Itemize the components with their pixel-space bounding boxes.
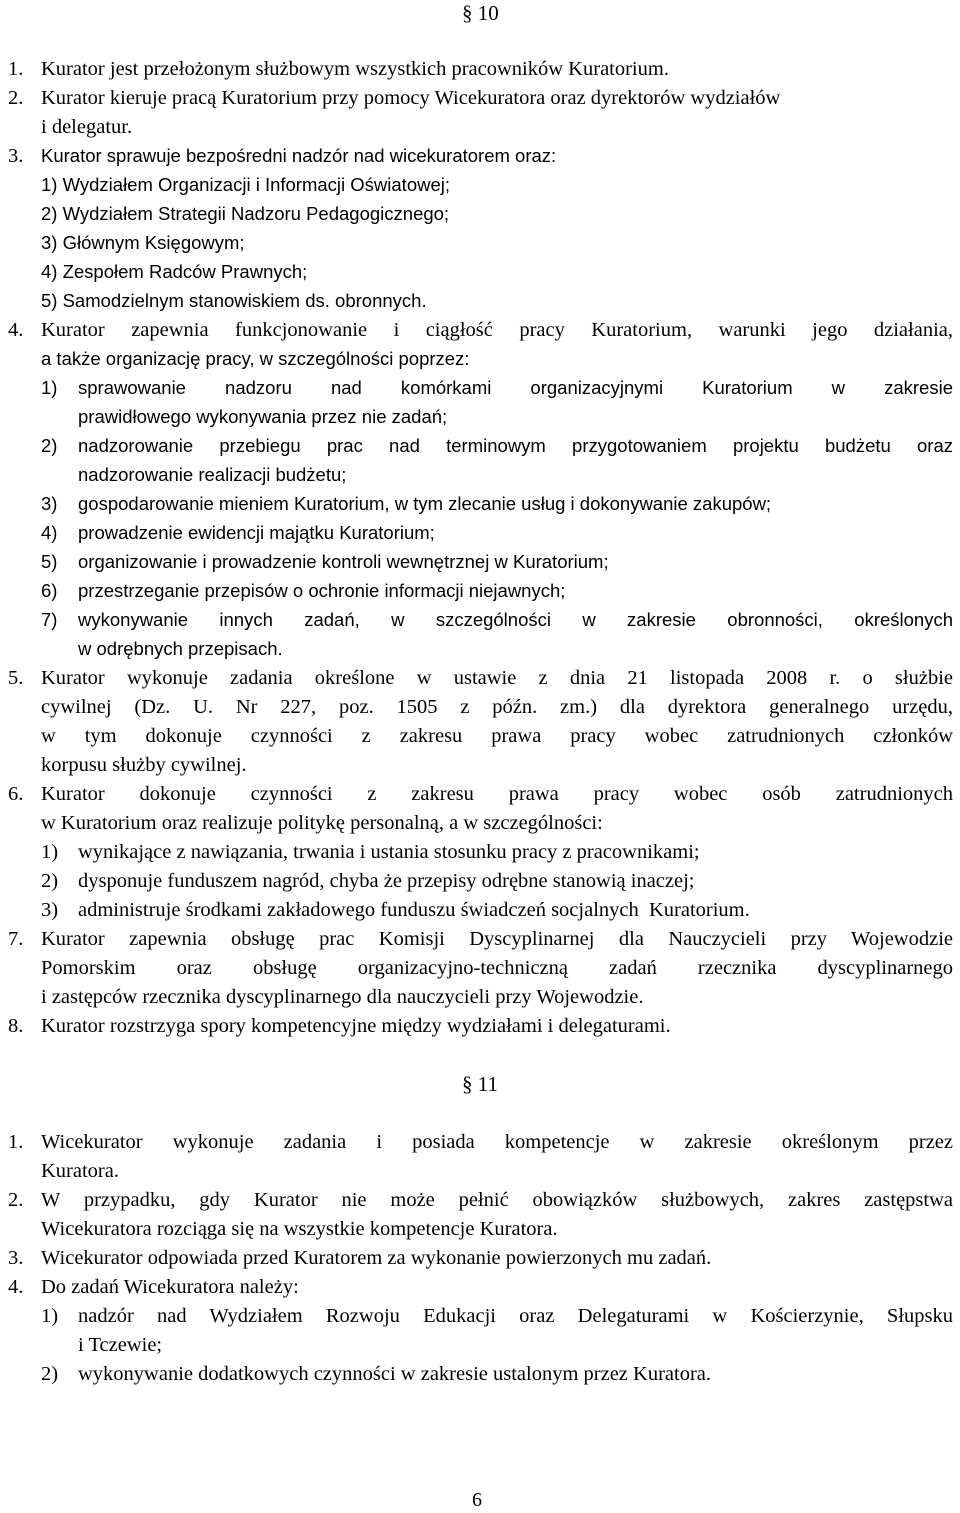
list-item: nadzór nad Wydziałem Rozwoju Edukacji oraz Delegaturami w Kościerzynie, Słupsku bbox=[78, 1305, 953, 1327]
paragraph-number: 5. bbox=[8, 667, 24, 689]
list-item: 2) Wydziałem Strategii Nadzoru Pedagogicznego; bbox=[41, 203, 450, 224]
list-item: nadzorowanie przebiegu prac nad terminowym przygotowaniem projektu budżetu oraz bbox=[78, 435, 953, 456]
list-item: przestrzeganie przepisów o ochronie informacji niejawnych; bbox=[78, 580, 566, 601]
list-item: wykonywanie innych zadań, w szczególności w zakresie obronności, określonych bbox=[78, 609, 953, 630]
paragraph-text: w tym dokonuje czynności z zakresu prawa pracy wobec zatrudnionych członków bbox=[41, 725, 953, 747]
list-item-number: 2) bbox=[41, 1363, 59, 1385]
list-item-number: 6) bbox=[41, 580, 58, 601]
paragraph-text: Kurator sprawuje bezpośredni nadzór nad wicekuratorem oraz: bbox=[41, 145, 557, 166]
paragraph-text: Wicekurator wykonuje zadania i posiada kompetencje w zakresie określonym przez bbox=[41, 1131, 953, 1153]
paragraph-text: i delegatur. bbox=[41, 116, 133, 138]
paragraph-text: Kurator zapewnia obsługę prac Komisji Dyscyplinarnej dla Nauczycieli przy Wojewodzie bbox=[41, 928, 953, 950]
section-heading-10: § 10 bbox=[462, 1, 499, 25]
list-item-number: 5) bbox=[41, 551, 58, 572]
paragraph-text: Kurator wykonuje zadania określone w ustawie z dnia 21 listopada 2008 r. o służbie bbox=[41, 667, 953, 689]
section-heading-11: § 11 bbox=[462, 1072, 498, 1096]
list-item: dysponuje funduszem nagród, chyba że przepisy odrębne stanowią inaczej; bbox=[78, 870, 695, 892]
paragraph-text: Kurator dokonuje czynności z zakresu prawa pracy wobec osób zatrudnionych bbox=[41, 783, 953, 805]
paragraph-text: a także organizację pracy, w szczególności poprzez: bbox=[41, 348, 470, 369]
list-item: i Tczewie; bbox=[78, 1334, 163, 1356]
paragraph-text: i zastępców rzecznika dyscyplinarnego dla nauczycieli przy Wojewodzie. bbox=[41, 986, 644, 1008]
paragraph-number: 3. bbox=[8, 1247, 24, 1269]
paragraph-text: Kurator jest przełożonym służbowym wszystkich pracowników Kuratorium. bbox=[41, 58, 669, 80]
paragraph-text: Wicekurator odpowiada przed Kuratorem za wykonanie powierzonych mu zadań. bbox=[41, 1247, 712, 1269]
list-item: sprawowanie nadzoru nad komórkami organizacyjnymi Kuratorium w zakresie bbox=[78, 377, 953, 398]
list-item-number: 1) bbox=[41, 377, 58, 398]
list-item: wykonywanie dodatkowych czynności w zakresie ustalonym przez Kuratora. bbox=[78, 1363, 712, 1385]
paragraph-number: 7. bbox=[8, 928, 24, 950]
paragraph-text: Kurator zapewnia funkcjonowanie i ciągłość pracy Kuratorium, warunki jego działania, bbox=[41, 319, 953, 341]
paragraph-number: 1. bbox=[8, 58, 24, 80]
list-item-number: 3) bbox=[41, 899, 59, 921]
list-item: 5) Samodzielnym stanowiskiem ds. obronnych. bbox=[41, 290, 427, 311]
list-item: 3) Głównym Księgowym; bbox=[41, 232, 245, 253]
list-item-number: 4) bbox=[41, 522, 58, 543]
list-item: w odrębnych przepisach. bbox=[78, 638, 283, 659]
paragraph-number: 4. bbox=[8, 1276, 24, 1298]
paragraph-number: 3. bbox=[8, 145, 24, 167]
paragraph-text: Kurator kieruje pracą Kuratorium przy pomocy Wicekuratora oraz dyrektorów wydziałów bbox=[41, 87, 781, 109]
paragraph-number: 2. bbox=[8, 87, 24, 109]
paragraph-text: Do zadań Wicekuratora należy: bbox=[41, 1276, 299, 1298]
list-item-number: 7) bbox=[41, 609, 58, 630]
paragraph-text: Kurator rozstrzyga spory kompetencyjne między wydziałami i delegaturami. bbox=[41, 1015, 671, 1037]
list-item-number: 2) bbox=[41, 435, 58, 456]
list-item: 4) Zespołem Radców Prawnych; bbox=[41, 261, 308, 282]
paragraph-number: 1. bbox=[8, 1131, 24, 1153]
paragraph-number: 4. bbox=[8, 319, 24, 341]
paragraph-text: korpusu służby cywilnej. bbox=[41, 754, 247, 776]
list-item: administruje środkami zakładowego funduszu świadczeń socjalnych Kuratorium. bbox=[78, 899, 750, 921]
list-item: wynikające z nawiązania, trwania i ustania stosunku pracy z pracownikami; bbox=[78, 841, 700, 863]
paragraph-text: Wicekuratora rozciąga się na wszystkie kompetencje Kuratora. bbox=[41, 1218, 558, 1240]
page-number: 6 bbox=[472, 1489, 482, 1511]
list-item: 1) Wydziałem Organizacji i Informacji Oświatowej; bbox=[41, 174, 451, 195]
paragraph-number: 2. bbox=[8, 1189, 24, 1211]
list-item: prowadzenie ewidencji majątku Kuratorium; bbox=[78, 522, 435, 543]
list-item-number: 1) bbox=[41, 1305, 59, 1327]
paragraph-text: W przypadku, gdy Kurator nie może pełnić obowiązków służbowych, zakres zastępstwa bbox=[41, 1189, 953, 1211]
list-item: nadzorowanie realizacji budżetu; bbox=[78, 464, 347, 485]
list-item-number: 2) bbox=[41, 870, 59, 892]
paragraph-number: 6. bbox=[8, 783, 24, 805]
paragraph-text: cywilnej (Dz. U. Nr 227, poz. 1505 z późn. zm.) dla dyrektora generalnego urzędu, bbox=[41, 696, 953, 718]
paragraph-number: 8. bbox=[8, 1015, 24, 1037]
list-item: prawidłowego wykonywania przez nie zadań; bbox=[78, 406, 448, 427]
paragraph-text: Kuratora. bbox=[41, 1160, 119, 1182]
list-item: organizowanie i prowadzenie kontroli wewnętrznej w Kuratorium; bbox=[78, 551, 609, 572]
list-item: gospodarowanie mieniem Kuratorium, w tym zlecanie usług i dokonywanie zakupów; bbox=[78, 493, 772, 514]
list-item-number: 3) bbox=[41, 493, 58, 514]
list-item-number: 1) bbox=[41, 841, 59, 863]
paragraph-text: w Kuratorium oraz realizuje politykę personalną, a w szczególności: bbox=[41, 812, 603, 834]
paragraph-text: Pomorskim oraz obsługę organizacyjno-techniczną zadań rzecznika dyscyplinarnego bbox=[41, 957, 953, 979]
